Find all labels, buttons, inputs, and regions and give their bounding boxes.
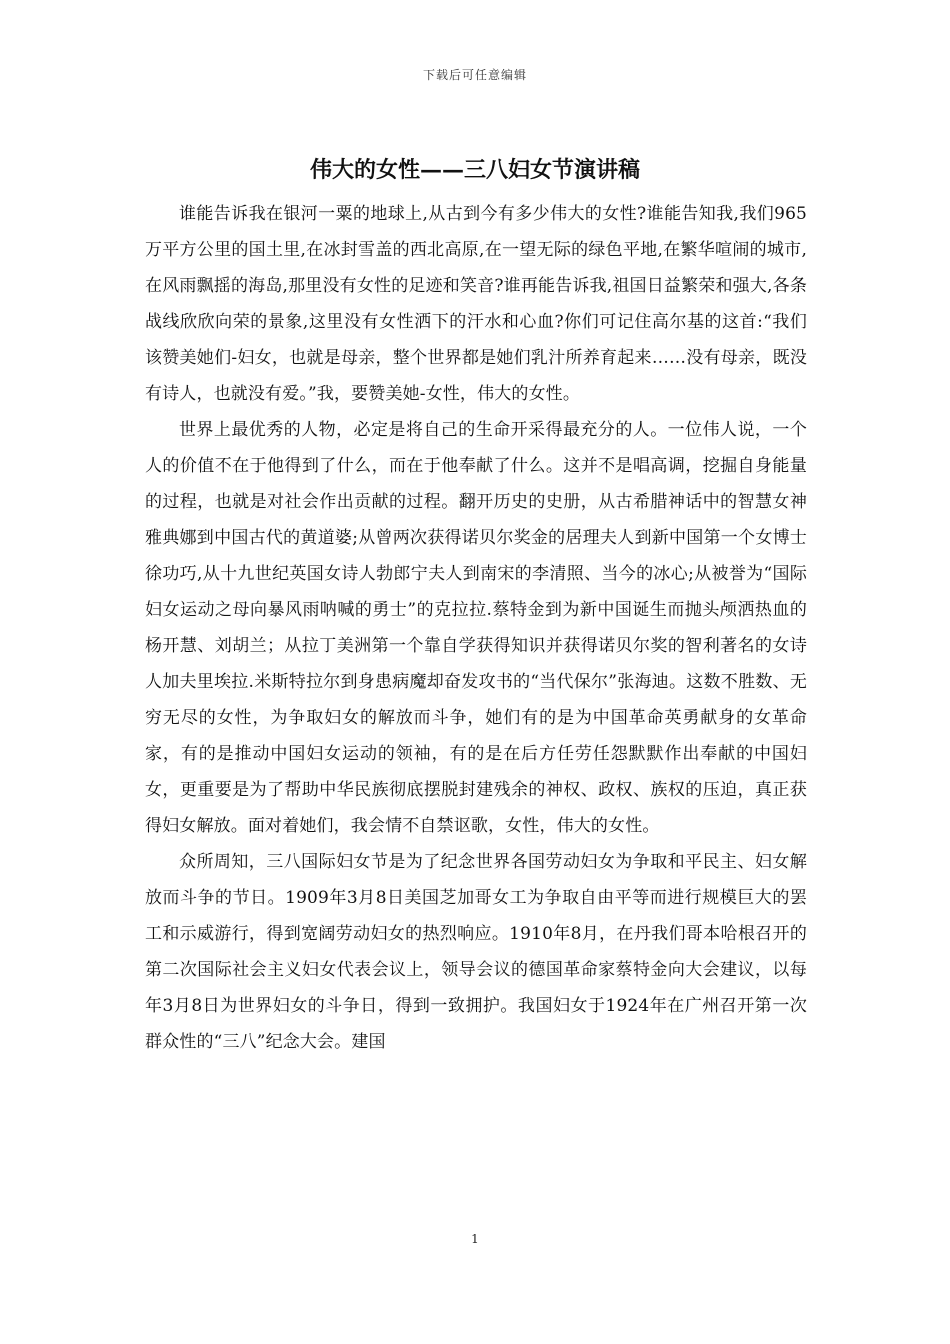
page-number: 1 (471, 1232, 479, 1246)
paragraph-3: 众所周知，三八国际妇女节是为了纪念世界各国劳动妇女为争取和平民主、妇女解放而斗争的节日。1909年3月8日美国芝加哥女工为争取自由平等而进行规模巨大的罢工和示威游行，得到宽阔劳动妇女的热烈响应。1910年8月，在丹我们哥本哈根召开的第二次国际社会主义妇女代表会议上，领导会议的德国革命家蔡特金向大会建议，以每年3月8日为世界妇女的斗争日，得到一致拥护。我国妇女于1924年在广州召开第一次群众性的“三八”纪念大会。建国 (145, 852, 807, 1052)
paragraph-2: 世界上最优秀的人物，必定是将自己的生命开采得最充分的人。一位伟人说，一个人的价值不在于他得到了什么，而在于他奉献了什么。这并不是唱高调，挖掘自身能量的过程，也就是对社会作出贡献的过程。翻开历史的史册，从古希腊神话中的智慧女神雅典娜到中国古代的黄道婆;从曾两次获得诺贝尔奖金的居理夫人到新中国第一个女博士徐功巧,从十九世纪英国女诗人勃郎宁夫人到南宋的李清照、当今的冰心;从被誉为“国际妇女运动之母向暴风雨呐喊的勇士”的克拉拉.蔡特金到为新中国诞生而抛头颅洒热血的杨开慧、刘胡兰；从拉丁美洲第一个靠自学获得知识并获得诺贝尔奖的智利著名的女诗人加夫里埃拉.米斯特拉尔到身患病魔却奋发攻书的“当代保尔”张海迪。这数不胜数、无穷无尽的女性，为争取妇女的解放而斗争，她们有的是为中国革命英勇献身的女革命家，有的是推动中国妇女运动的领袖，有的是在后方任劳任怨默默作出奉献的中国妇女，更重要是为了帮助中华民族彻底摆脱封建残余的神权、政权、族权的压迫，真正获得妇女解放。面对着她们，我会情不自禁讴歌，女性，伟大的女性。 (145, 420, 807, 836)
page-header: 下载后可任意编辑 (422, 68, 527, 82)
page-title: 伟大的女性——三八妇女节演讲稿 (309, 157, 640, 183)
document-body (145, 196, 807, 1060)
paragraph-1: 谁能告诉我在银河一粟的地球上,从古到今有多少伟大的女性?谁能告知我,我们965万平方公里的国土里,在冰封雪盖的西北高原,在一望无际的绿色平地,在繁华喧闹的城市,在风雨飘摇的海岛,那里没有女性的足迹和笑音?谁再能告诉我,祖国日益繁荣和强大,各条战线欣欣向荣的景象,这里没有女性洒下的汗水和心血?你们可记住高尔基的这首:“我们该赞美她们-妇女，也就是母亲，整个世界都是她们乳汁所养育起来……没有母亲，既没有诗人，也就没有爱。”我，要赞美她-女性，伟大的女性。 (145, 204, 807, 404)
